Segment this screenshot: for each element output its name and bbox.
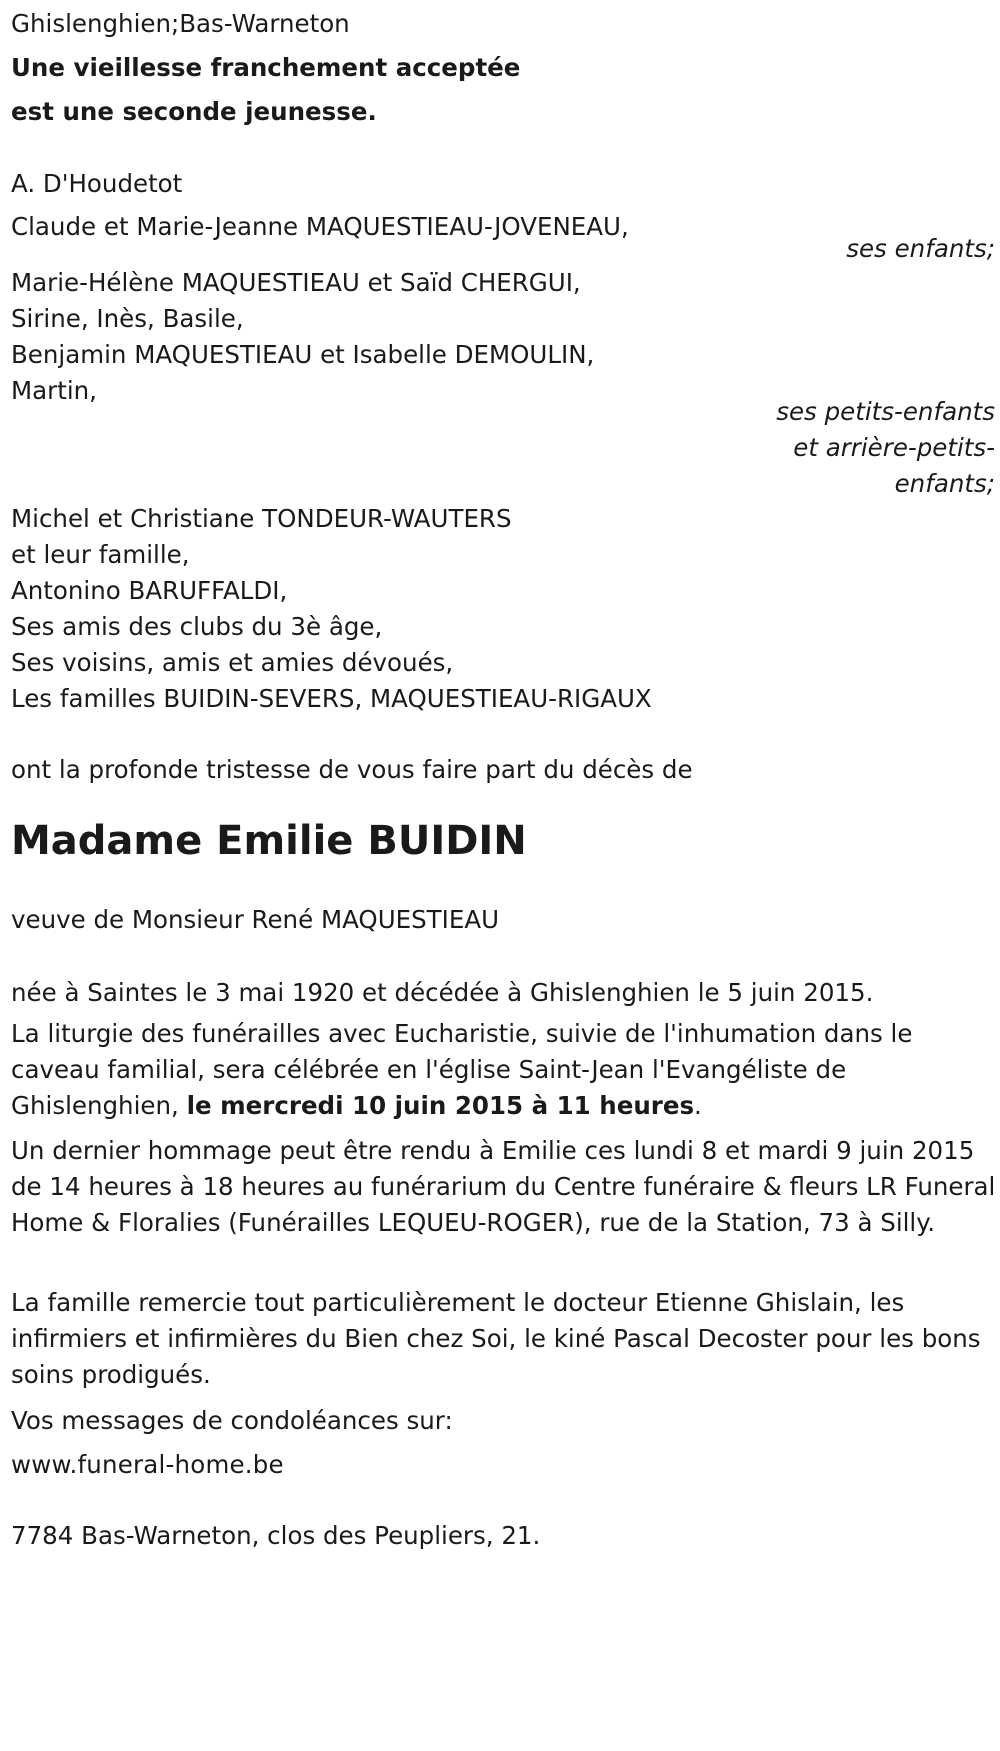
grandchild-line: Marie-Hélène MAQUESTIEAU et Saïd CHERGUI, — [11, 268, 581, 297]
thanks-paragraph: La famille remercie tout particulièrement le docteur Etienne Ghislain, les infirmiers et infirmières du Bien chez Soi, le kiné Pascal Decoster pour les bons soins prodigués. — [11, 1288, 981, 1389]
family-line: Michel et Christiane TONDEUR-WAUTERS — [11, 504, 512, 533]
spouse-line: veuve de Monsieur René MAQUESTIEAU — [11, 905, 500, 934]
visitation-paragraph: Un dernier hommage peut être rendu à Emilie ces lundi 8 et mardi 9 juin 2015 de 14 heures à 18 heures au funérarium du Centre funéraire & fleurs LR Funeral Home & Floralies (Funérailles LEQUEU-ROGER), rue de la Station, 73 à Silly. — [11, 1136, 996, 1237]
condolences-label: Vos messages de condoléances sur: — [11, 1406, 453, 1435]
quote-author: A. D'Houdetot — [11, 169, 183, 198]
funeral-date: le mercredi 10 juin 2015 à 11 heures — [186, 1091, 695, 1120]
grandchild-line: Sirine, Inès, Basile, — [11, 304, 244, 333]
children-names: Claude et Marie-Jeanne MAQUESTIEAU-JOVENEAU, — [11, 212, 629, 241]
grandchildren-role-1: ses petits-enfants — [776, 397, 995, 426]
family-line: Les familles BUIDIN-SEVERS, MAQUESTIEAU-RIGAUX — [11, 684, 652, 713]
address: 7784 Bas-Warneton, clos des Peupliers, 21. — [11, 1521, 541, 1550]
grandchildren-role-3: enfants; — [894, 469, 995, 498]
family-line: et leur famille, — [11, 540, 190, 569]
grandchild-line: Martin, — [11, 376, 97, 405]
grandchildren-role-2: et arrière-petits- — [793, 433, 995, 462]
funeral-period: . — [694, 1091, 702, 1120]
quote-line-2: est une seconde jeunesse. — [11, 97, 377, 126]
birth-death: née à Saintes le 3 mai 1920 et décédée à Ghislenghien le 5 juin 2015. — [11, 978, 874, 1007]
funeral-paragraph — [11, 1016, 996, 1124]
family-line: Antonino BARUFFALDI, — [11, 576, 288, 605]
children-role: ses enfants; — [846, 234, 995, 263]
locations: Ghislenghien;Bas-Warneton — [11, 9, 350, 38]
quote-line-1: Une vieillesse franchement acceptée — [11, 53, 521, 82]
grandchild-line: Benjamin MAQUESTIEAU et Isabelle DEMOULIN, — [11, 340, 595, 369]
family-line: Ses amis des clubs du 3è âge, — [11, 612, 383, 641]
family-line: Ses voisins, amis et amies dévoués, — [11, 648, 454, 677]
deceased-name: Madame Emilie BUIDIN — [11, 818, 527, 864]
announcement: ont la profonde tristesse de vous faire part du décès de — [11, 755, 693, 784]
condolences-link[interactable]: www.funeral-home.be — [11, 1450, 284, 1479]
funeral-text: La liturgie des funérailles avec Eucharistie, suivie de l'inhumation dans le caveau familial, sera célébrée en l'église Saint-Jean l'Evangéliste de Ghislenghien, — [11, 1019, 913, 1120]
